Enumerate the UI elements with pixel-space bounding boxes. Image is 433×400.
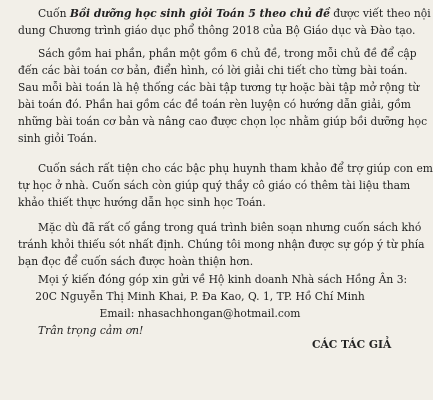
closing-thanks: Trân trọng cảm ơn! (38, 324, 144, 337)
feedback-line: Mặc dù đã rất cố gắng trong quá trình biên soạn nhưng cuốn sách khó (38, 221, 422, 234)
intro-line-1 (18, 5, 431, 22)
feedback-line: tránh khỏi thiếu sót nhất định. Chúng tôi mong nhận được sự góp ý từ phía (18, 238, 425, 251)
intro-paragraph (18, 5, 431, 39)
contact-email: Email: nhasachhongan@hotmail.com (99, 307, 301, 320)
structure-line: Sách gồm hai phần, phần một gồm 6 chủ đề, trong mỗi chủ đề để cập (38, 47, 417, 60)
structure-line: đến các bài toán cơ bản, điển hình, có lời giải chi tiết cho từng bài toán. (18, 64, 408, 77)
authors-signature: CÁC TÁC GIẢ (312, 338, 392, 351)
book-title: Bồi dưỡng học sinh giỏi Toán 5 theo chủ đề (69, 7, 330, 20)
audience-line: khảo thiết thực hướng dẫn học sinh học Toán. (18, 196, 266, 209)
contact-line: Mọi ý kiến đóng góp xin gửi về Hộ kinh doanh Nhà sách Hồng Ân 3: (38, 273, 408, 286)
structure-line: những bài toán cơ bản và nâng cao được chọn lọc nhằm giúp bồi dưỡng học (18, 115, 428, 128)
intro-suffix: được viết theo nội (329, 7, 431, 20)
audience-line: tự học ở nhà. Cuốn sách còn giúp quý thầy cô giáo có thêm tài liệu tham (18, 179, 411, 192)
structure-line: sinh giỏi Toán. (18, 132, 97, 145)
structure-line: Sau mỗi bài toán là hệ thống các bài tập tương tự hoặc bài tập mở rộng từ (18, 81, 420, 94)
structure-paragraph (18, 45, 428, 147)
audience-line: Cuốn sách rất tiện cho các bậc phụ huynh tham khảo để trợ giúp con em (38, 162, 433, 175)
structure-line: bài toán đó. Phần hai gồm các đề toán rèn luyện có hướng dẫn giải, gồm (18, 98, 411, 111)
contact-block (18, 271, 408, 322)
contact-address: 20C Nguyễn Thị Minh Khai, P. Đa Kao, Q. 1, TP. Hồ Chí Minh (35, 290, 365, 303)
intro-prefix: Cuốn (38, 7, 70, 20)
feedback-line: bạn đọc để cuốn sách được hoàn thiện hơn. (18, 255, 254, 268)
audience-paragraph (18, 160, 433, 211)
intro-line-2: dung Chương trình giáo dục phổ thông 2018 của Bộ Giáo dục và Đào tạo. (18, 24, 416, 37)
feedback-paragraph (18, 219, 425, 270)
